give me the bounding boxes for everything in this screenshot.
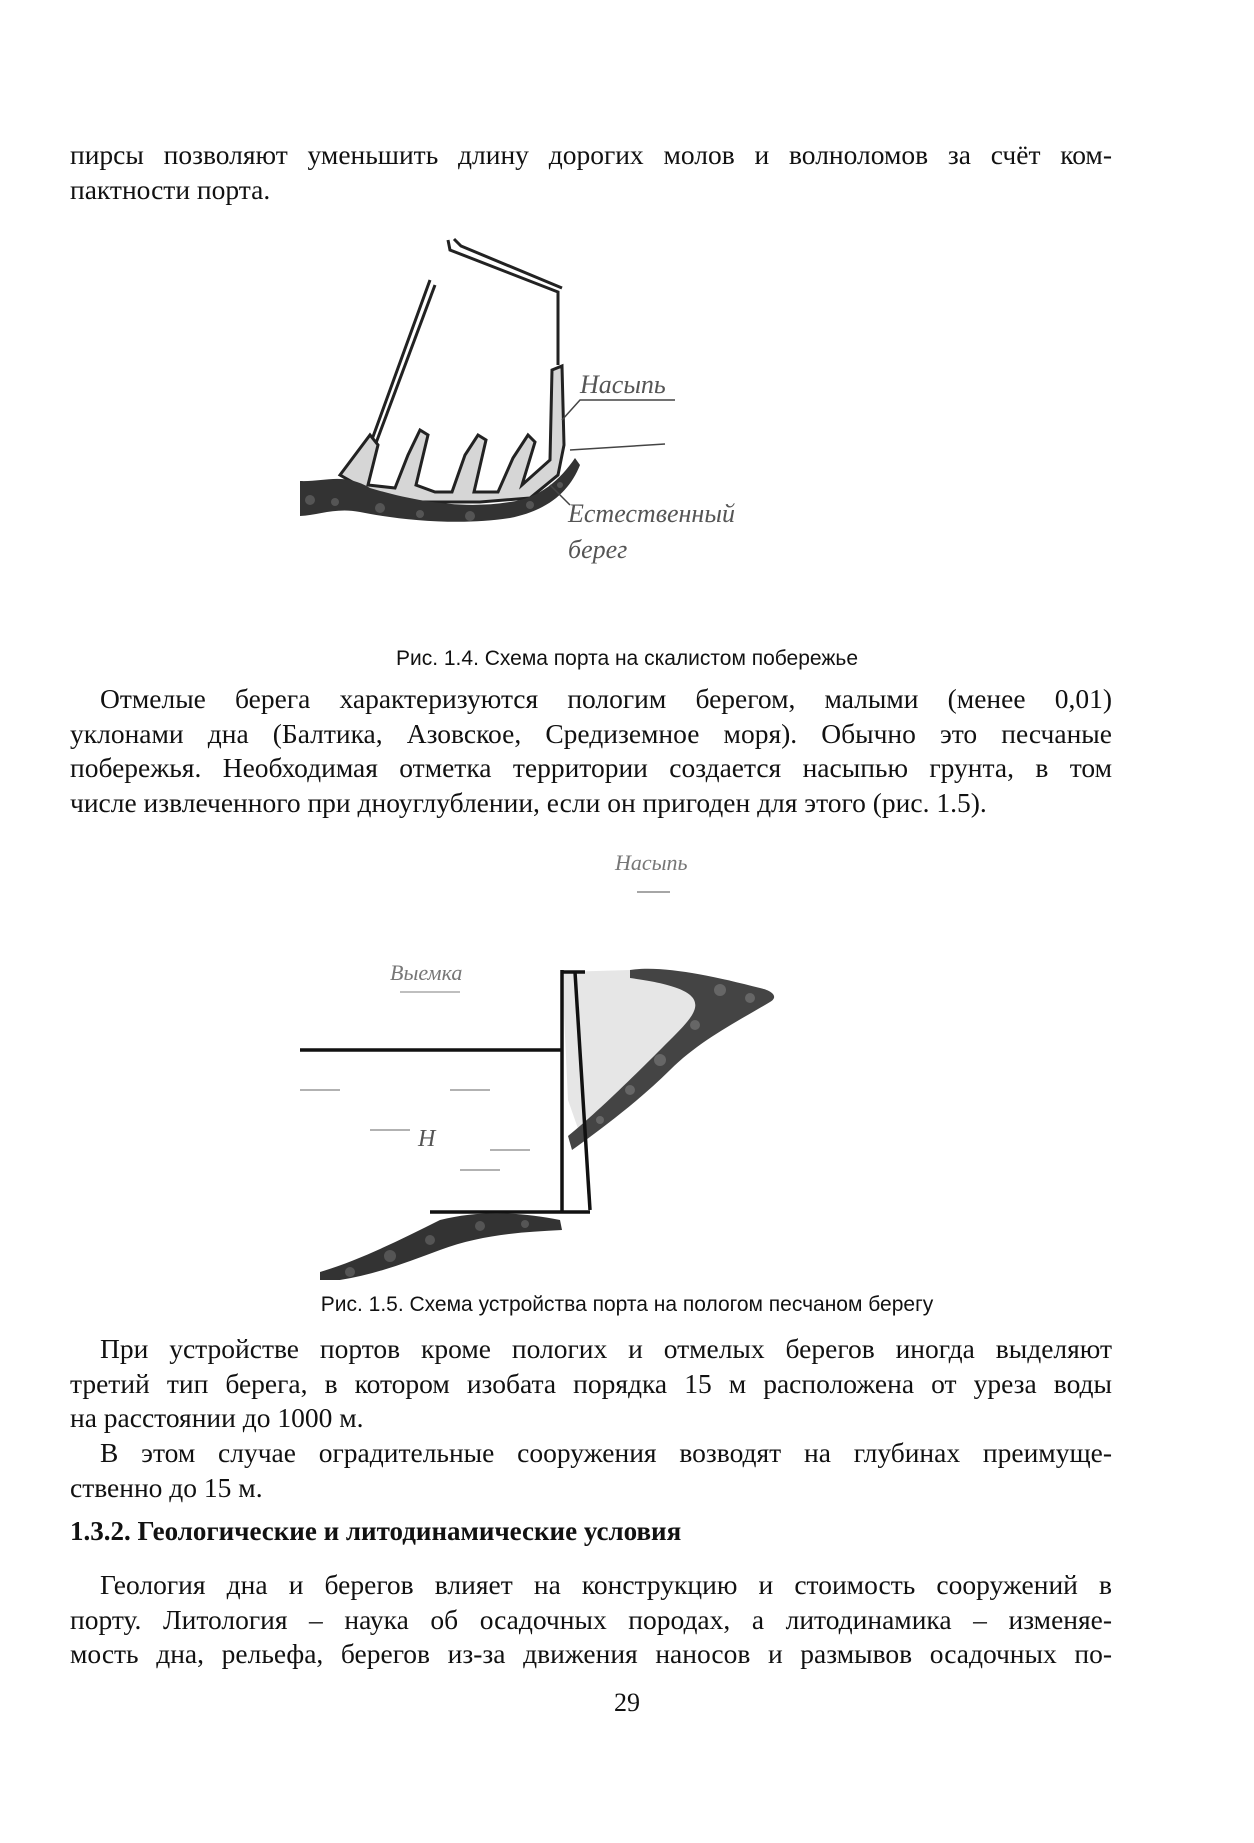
- figure-sandy-shore-port: [300, 840, 900, 1280]
- paragraph-2-line-1: Отмелые берега характеризуются пологим берегом, малыми (менее 0,01): [100, 683, 1112, 714]
- label-fill-2: Насыпь: [615, 850, 688, 875]
- paragraph-1: [70, 138, 1112, 207]
- paragraph-3: [70, 1332, 1112, 1436]
- paragraph-4: [70, 1436, 1112, 1505]
- paragraph-5: [70, 1568, 1112, 1672]
- paragraph-5-line-3: мость дна, рельефа, берегов из-за движения наносов и размывов осадочных по-: [70, 1638, 1112, 1669]
- paragraph-2-line-4: числе извлеченного при дноуглублении, если он пригоден для этого (рис. 1.5).: [70, 786, 987, 818]
- paragraph-2-line-2: уклонами дна (Балтика, Азовское, Средиземное моря). Обычно это песчаные: [70, 717, 1112, 749]
- section-heading: 1.3.2. Геологические и литодинамические условия: [70, 1516, 682, 1546]
- figure-2-caption: Рис. 1.5. Схема устройства порта на пологом песчаном берегу: [320, 1293, 934, 1316]
- water-dashes: [300, 1090, 530, 1170]
- label-natural-shore-2: берег: [568, 535, 628, 564]
- paragraph-2: [70, 682, 1112, 820]
- page-number: 29: [614, 1688, 640, 1717]
- paragraph-3-line-2: третий тип берега, в котором изобата порядка 15 м расположена от уреза воды: [70, 1367, 1112, 1399]
- paragraph-3-line-3: на расстоянии до 1000 м.: [70, 1402, 364, 1433]
- label-natural-shore-1: Естественный: [568, 499, 735, 528]
- paragraph-5-line-2: порту. Литология – наука об осадочных породах, а литодинамика – изменяе-: [70, 1603, 1112, 1635]
- label-cut: Выемка: [390, 960, 463, 985]
- label-depth: H: [418, 1126, 436, 1152]
- paragraph-2-line-3: побережья. Необходимая отметка территории создается насыпью грунта, в том: [70, 752, 1112, 783]
- paragraph-1-line-1: пирсы позволяют уменьшить длину дорогих молов и волноломов за счёт ком-: [70, 139, 1112, 170]
- figure-rocky-coast-port: [300, 230, 900, 630]
- paragraph-4-line-2: ственно до 15 м.: [70, 1471, 263, 1503]
- breakwater-lines: [370, 239, 562, 445]
- paragraph-5-line-1: Геология дна и берегов влияет на конструкцию и стоимость сооружений в: [100, 1569, 1112, 1600]
- label-fill: Насыпь: [580, 370, 666, 399]
- paragraph-4-line-1: В этом случае оградительные сооружения возводят на глубинах преимуще-: [100, 1437, 1112, 1468]
- quay-wall: [300, 970, 590, 1212]
- paragraph-1-line-2: пактности порта.: [70, 173, 271, 205]
- leader-lines: [550, 400, 675, 505]
- figure-1-caption: Рис. 1.4. Схема порта на скалистом побережье: [395, 647, 859, 670]
- paragraph-3-line-1: При устройстве портов кроме пологих и отмелых берегов иногда выделяют: [100, 1333, 1112, 1364]
